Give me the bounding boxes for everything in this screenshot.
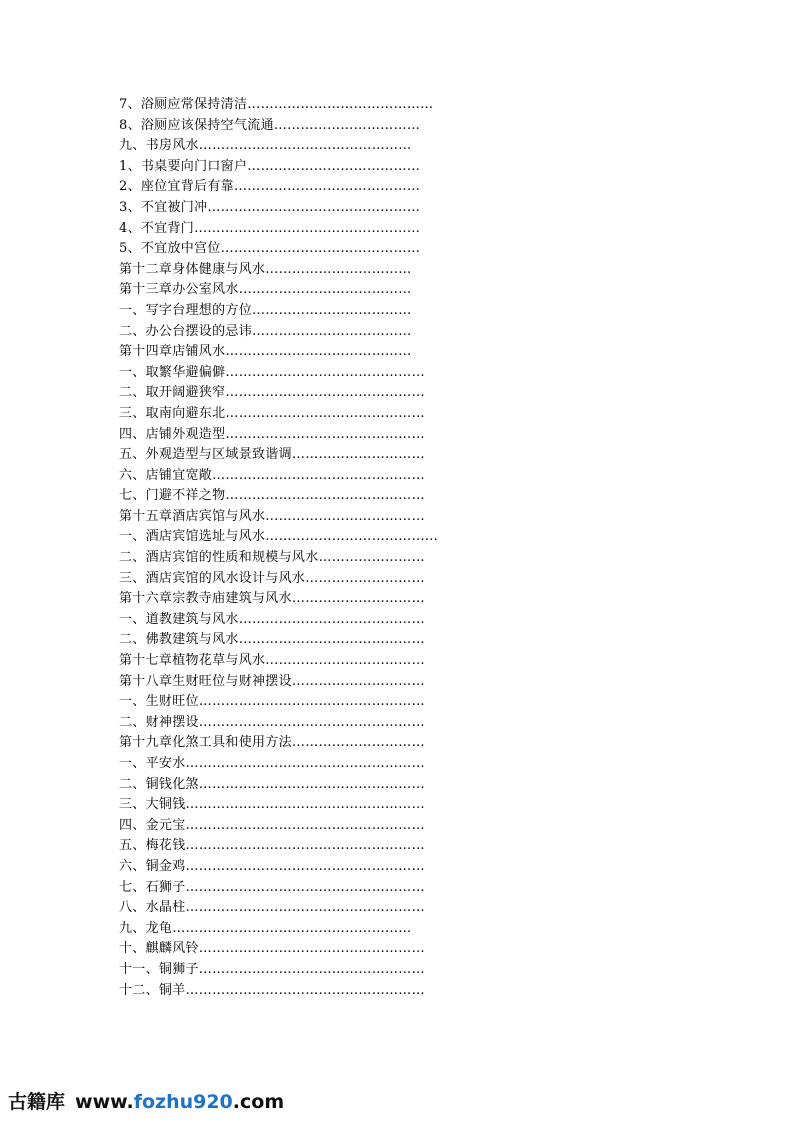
toc-entry: 第十三章办公室风水………………………………… [119, 282, 412, 298]
toc-entry: 一、生财旺位…………………………………………… [119, 694, 425, 710]
toc-entry: 三、大铜钱……………………………………………… [119, 797, 425, 813]
toc-entry: 一、取繁华避偏僻……………………………………… [119, 364, 425, 380]
toc-entry: 一、平安水……………………………………………… [119, 756, 425, 771]
toc-entry: 二、佛教建筑与风水…………………………………… [119, 632, 425, 648]
toc-entry: 第十八章生财旺位与财神摆设………………………… [119, 673, 425, 689]
toc-entry: 四、店铺外观造型……………………………………… [119, 426, 425, 442]
toc-entry: 六、铜金鸡……………………………………………… [119, 858, 425, 874]
table-of-contents [119, 95, 438, 1001]
toc-entry: 第十九章化煞工具和使用方法………………………… [119, 735, 425, 751]
toc-entry: 一、道教建筑与风水…………………………………… [119, 611, 425, 627]
toc-entry: 四、金元宝……………………………………………… [119, 817, 425, 833]
toc-entry: 三、酒店宾馆的风水设计与风水……………………… [119, 570, 425, 586]
toc-entry: 第十四章店铺风水…………………………………… [119, 344, 412, 360]
toc-entry: 4、不宜背门…………………………………………… [119, 220, 421, 236]
toc-entry: 第十七章植物花草与风水……………………………… [119, 653, 425, 669]
toc-entry: 二、铜钱化煞…………………………………………… [119, 776, 425, 792]
toc-entry: 二、取开阔避狭窄……………………………………… [119, 385, 425, 401]
toc-entry: 九、龙龟……………………………………………… [119, 920, 412, 936]
toc-entry: 7、浴厕应常保持清洁…………………………………… [119, 97, 434, 112]
toc-entry: 五、梅花钱……………………………………………… [119, 838, 425, 854]
site-watermark [8, 1087, 284, 1117]
toc-entry: 十一、铜狮子…………………………………………… [119, 961, 425, 977]
toc-entry: 第十五章酒店宾馆与风水……………………………… [119, 508, 425, 524]
toc-entry: 一、酒店宾馆选址与风水………………………………… [119, 529, 439, 545]
url-suffix: .com [232, 1091, 285, 1113]
toc-entry: 二、办公台摆设的忌讳……………………………… [119, 323, 412, 339]
toc-entry: 2、座位宜背后有靠…………………………………… [119, 179, 421, 195]
url-prefix: www. [75, 1091, 134, 1113]
toc-entry: 六、店铺宜宽敞………………………………………… [119, 467, 425, 483]
toc-entry: 二、财神摆设…………………………………………… [119, 714, 425, 730]
toc-entry: 3、不宜被门冲………………………………………… [119, 199, 421, 215]
toc-entry: 十、麒麟风铃…………………………………………… [119, 941, 425, 957]
url-main: fozhu920 [133, 1091, 233, 1113]
toc-entry: 1、书桌要向门口窗户………………………………… [119, 158, 421, 174]
toc-entry: 二、酒店宾馆的性质和规模与风水…………………… [119, 550, 425, 566]
toc-entry: 七、石狮子……………………………………………… [119, 879, 425, 895]
toc-entry: 第十二章身体健康与风水…………………………… [119, 261, 412, 277]
toc-entry: 一、写字台理想的方位……………………………… [119, 302, 412, 318]
site-name: 古籍库 [8, 1091, 66, 1113]
toc-entry: 五、外观造型与区域景致谐调………………………… [119, 447, 425, 463]
toc-entry: 十二、铜羊……………………………………………… [119, 982, 425, 998]
toc-entry: 八、水晶柱……………………………………………… [119, 900, 425, 916]
toc-entry: 七、门避不祥之物……………………………………… [119, 488, 425, 504]
toc-entry: 第十六章宗教寺庙建筑与风水………………………… [119, 591, 425, 607]
toc-entry: 8、浴厕应该保持空气流通…………………………… [119, 117, 421, 133]
toc-entry: 三、取南向避东北……………………………………… [119, 405, 425, 421]
toc-entry: 九、书房风水………………………………………… [119, 138, 412, 154]
toc-entry: 5、不宜放中宫位……………………………………… [119, 241, 421, 257]
